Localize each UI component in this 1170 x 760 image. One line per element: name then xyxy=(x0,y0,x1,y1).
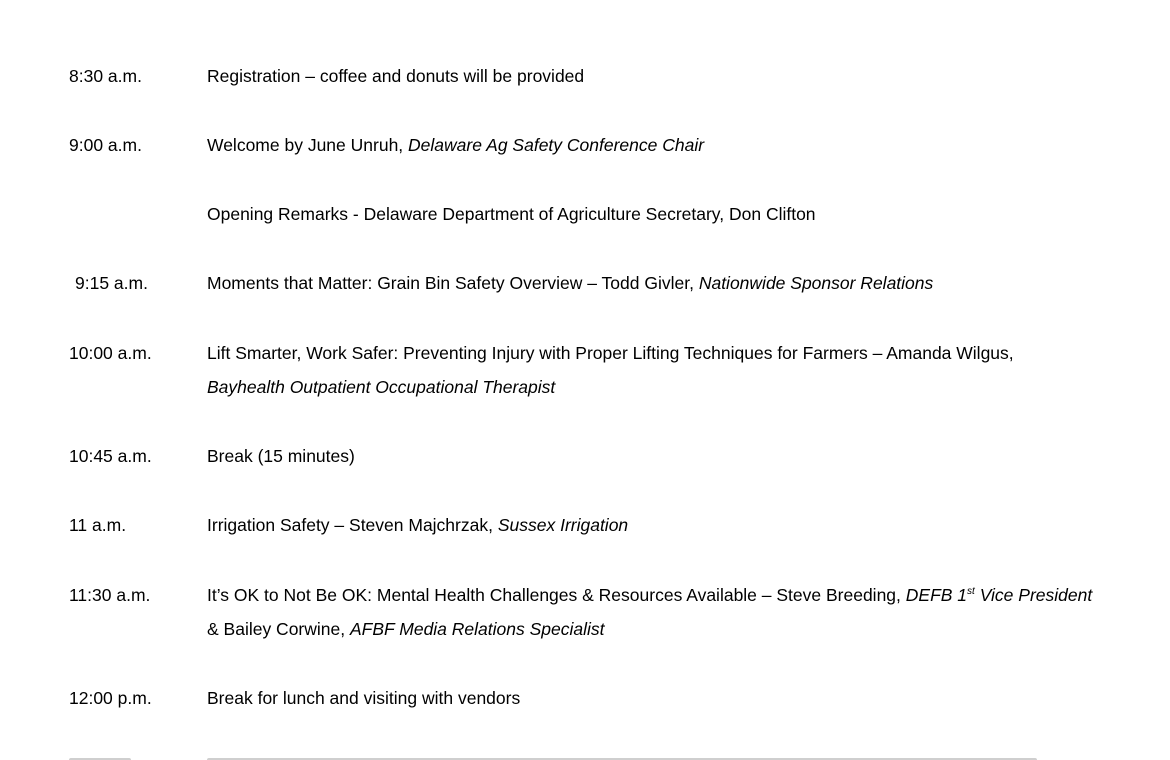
agenda-text: Break (15 minutes) xyxy=(207,446,355,466)
agenda-text: & Bailey Corwine, xyxy=(207,619,350,639)
agenda-description xyxy=(207,65,1107,87)
cutoff-text-line xyxy=(0,748,1170,760)
agenda-text: Opening Remarks - Delaware Department of Agriculture Secretary, Don Clifton xyxy=(207,204,816,224)
agenda-affiliation: AFBF Media Relations Specialist xyxy=(349,619,605,639)
agenda-text: It’s OK to Not Be OK: Mental Health Challenges & Resources Available – Steve Breeding, xyxy=(207,585,906,605)
agenda-text: Moments that Matter: Grain Bin Safety Overview – Todd Givler, xyxy=(207,273,699,293)
agenda-description xyxy=(207,336,1087,404)
agenda-time: 9:00 a.m. xyxy=(69,135,142,155)
agenda-time: 10:00 a.m. xyxy=(69,343,152,363)
agenda-description xyxy=(207,272,1107,294)
agenda-description xyxy=(207,514,1107,536)
agenda-text: Lift Smarter, Work Safer: Preventing Injury with Proper Lifting Techniques for Farmers – Amanda Wilgus, xyxy=(207,343,1014,363)
agenda-text: Registration – coffee and donuts will be provided xyxy=(207,66,585,86)
agenda-time: 12:00 p.m. xyxy=(69,688,152,708)
agenda-affiliation: Bayhealth Outpatient Occupational Therapist xyxy=(207,377,556,397)
agenda-time: 11 a.m. xyxy=(69,515,127,535)
agenda-description xyxy=(207,687,1107,709)
agenda-text: Irrigation Safety – Steven Majchrzak, xyxy=(207,515,498,535)
agenda-description xyxy=(207,203,1107,225)
agenda-affiliation: Sussex Irrigation xyxy=(497,515,629,535)
agenda-time: 8:30 a.m. xyxy=(69,66,142,86)
agenda-description xyxy=(207,578,1097,646)
agenda-affiliation: Nationwide Sponsor Relations xyxy=(698,273,934,293)
agenda-affiliation: Vice President xyxy=(974,585,1093,605)
agenda-time: 9:15 a.m. xyxy=(75,273,148,293)
agenda-time: 10:45 a.m. xyxy=(69,446,152,466)
agenda-affiliation: DEFB 1 xyxy=(905,585,968,605)
agenda-description xyxy=(207,445,1107,467)
agenda-description xyxy=(207,134,1107,156)
agenda-affiliation: Delaware Ag Safety Conference Chair xyxy=(408,135,705,155)
agenda-text: Welcome by June Unruh, xyxy=(207,135,409,155)
agenda-text: Break for lunch and visiting with vendors xyxy=(207,688,521,708)
agenda-time: 11:30 a.m. xyxy=(69,585,151,605)
ordinal-suffix: st xyxy=(967,586,975,597)
